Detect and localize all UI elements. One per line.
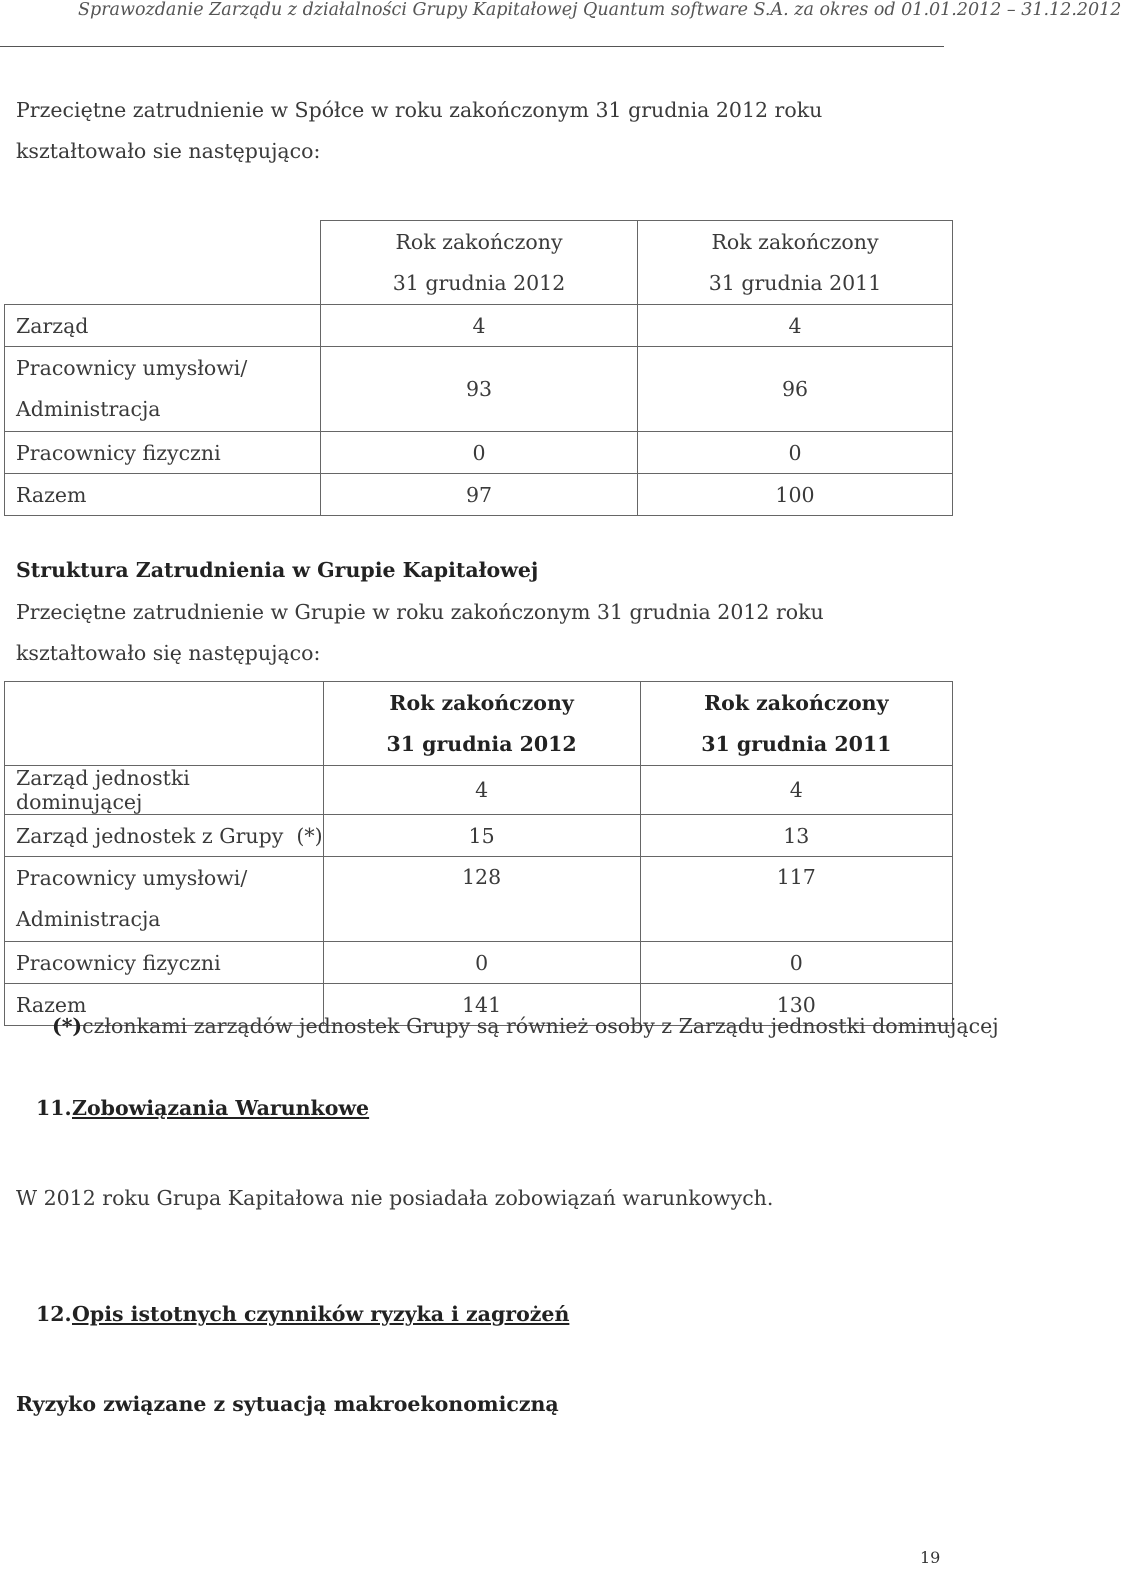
table-header-row [5, 221, 953, 305]
row-value-2011: 130 [640, 984, 952, 1026]
intro-paragraph-company: Przeciętne zatrudnienie w Spółce w roku zakończonym 31 grudnia 2012 roku kształtowało sie następująco: [16, 98, 823, 163]
employment-table-group [4, 681, 953, 1026]
row-value-2012: 4 [321, 305, 638, 347]
row-value-2011: 0 [638, 432, 953, 474]
row-label: Pracownicy fizyczni [5, 942, 324, 984]
header-col-2012: Rok zakończony 31 grudnia 2012 [321, 221, 638, 305]
row-value-2012: 97 [321, 474, 638, 516]
table-row [5, 857, 953, 942]
table-row [5, 305, 953, 347]
section-11-text: W 2012 roku Grupa Kapitałowa nie posiadała zobowiązań warunkowych. [16, 1186, 774, 1210]
header-title: Sprawozdanie Zarządu z działalności Grupy Kapitałowej Quantum software S.A. za okres od 01.01.2012 – 31.12.2012 [78, 0, 1121, 20]
table-row [5, 474, 953, 516]
row-value-2012: 15 [323, 815, 640, 857]
section-heading-11 [36, 1096, 369, 1120]
section-title: Zobowiązania Warunkowe [72, 1096, 370, 1120]
row-value-2011: 100 [638, 474, 953, 516]
row-label: Razem [5, 474, 321, 516]
row-label: Pracownicy umysłowi/ Administracja [5, 857, 324, 942]
row-value-2012: 4 [323, 766, 640, 815]
section-number: 11. [36, 1096, 72, 1120]
row-value-2012: 0 [323, 942, 640, 984]
row-label: Zarząd jednostek z Grupy (*) [5, 815, 324, 857]
row-value-2012: 93 [321, 347, 638, 432]
header-empty-cell [5, 682, 324, 766]
employment-table-company [4, 220, 953, 516]
row-label: Zarząd jednostki dominującej [5, 766, 324, 815]
header-col-2012: Rok zakończony 31 grudnia 2012 [323, 682, 640, 766]
row-value-2011: 4 [640, 766, 952, 815]
row-label: Pracownicy umysłowi/ Administracja [5, 347, 321, 432]
row-label: Razem [5, 984, 324, 1026]
row-value-2011: 0 [640, 942, 952, 984]
section-title: Opis istotnych czynników ryzyka i zagrożeń [72, 1302, 570, 1326]
row-value-2011: 117 [640, 857, 952, 942]
table-row [5, 432, 953, 474]
header-empty-cell [5, 221, 321, 305]
table-row [5, 347, 953, 432]
header-col-2011: Rok zakończony 31 grudnia 2011 [640, 682, 952, 766]
table-row [5, 766, 953, 815]
row-value-2011: 13 [640, 815, 952, 857]
page-header [0, 0, 1121, 47]
row-value-2012: 128 [323, 857, 640, 942]
page-number: 19 [920, 1548, 941, 1567]
table-row [5, 815, 953, 857]
header-col-2011: Rok zakończony 31 grudnia 2011 [638, 221, 953, 305]
table-header-row [5, 682, 953, 766]
row-value-2011: 96 [638, 347, 953, 432]
row-label: Zarząd [5, 305, 321, 347]
row-value-2011: 4 [638, 305, 953, 347]
row-value-2012: 0 [321, 432, 638, 474]
row-label: Pracownicy fizyczni [5, 432, 321, 474]
footnote-marker: (*) [52, 1014, 83, 1038]
section-number: 12. [36, 1302, 72, 1326]
section-heading-struktura: Struktura Zatrudnienia w Grupie Kapitałowej [16, 558, 539, 582]
footnote-text: członkami zarządów jednostek Grupy są również osoby z Zarządu jednostki dominującej [82, 1014, 999, 1038]
subsection-heading: Ryzyko związane z sytuacją makroekonomiczną [16, 1392, 559, 1416]
table-footnote [52, 1014, 999, 1038]
intro-paragraph-group: Przeciętne zatrudnienie w Grupie w roku zakończonym 31 grudnia 2012 roku kształtowało się następująco: [16, 600, 824, 665]
row-value-2012: 141 [323, 984, 640, 1026]
section-heading-12 [36, 1302, 569, 1326]
table-row [5, 942, 953, 984]
